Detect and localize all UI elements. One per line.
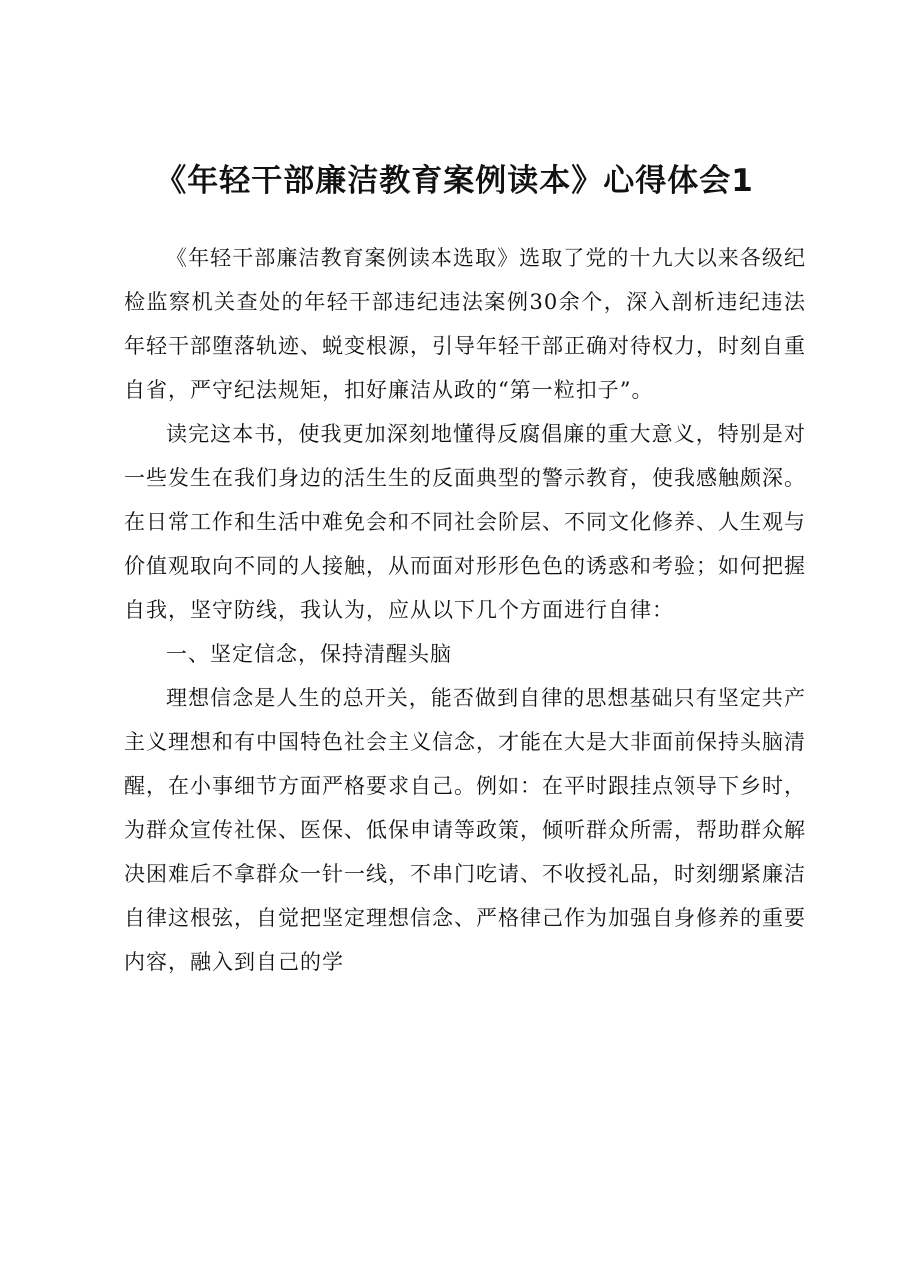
document-body bbox=[124, 236, 806, 984]
section-heading: 一、坚定信念，保持清醒头脑 bbox=[166, 642, 452, 666]
document-title: 《年轻干部廉洁教育案例读本》心得体会1 bbox=[155, 163, 754, 199]
paragraph-reflection: 读完这本书，使我更加深刻地懂得反腐倡廉的重大意义，特别是对一些发生在我们身边的活生生的反面典型的警示教育，使我感触颇深。在日常工作和生活中难免会和不同社会阶层、不同文化修养、人生观与价值观取向不同的人接触，从而面对形形色色的诱惑和考验；如何把握自我，坚守防线，我认为，应从以下几个方面进行自律： bbox=[124, 422, 806, 622]
paragraph-intro: 《年轻干部廉洁教育案例读本选取》选取了党的十九大以来各级纪检监察机关查处的年轻干部违纪违法案例30余个，深入剖析违纪违法年轻干部堕落轨迹、蜕变根源，引导年轻干部正确对待权力，时刻自重自省，严守纪法规矩，扣好廉洁从政的“第一粒扣子”。 bbox=[124, 246, 806, 402]
paragraph-section-one: 理想信念是人生的总开关，能否做到自律的思想基础只有坚定共产主义理想和有中国特色社会主义信念，才能在大是大非面前保持头脑清醒，在小事细节方面严格要求自己。例如：在平时跟挂点领导下乡时，为群众宣传社保、医保、低保申请等政策，倾听群众所需，帮助群众解决困难后不拿群众一针一线，不串门吃请、不收授礼品，时刻绷紧廉洁自律这根弦，自觉把坚定理想信念、严格律己作为加强自身修养的重要内容，融入到自己的学 bbox=[124, 686, 806, 974]
